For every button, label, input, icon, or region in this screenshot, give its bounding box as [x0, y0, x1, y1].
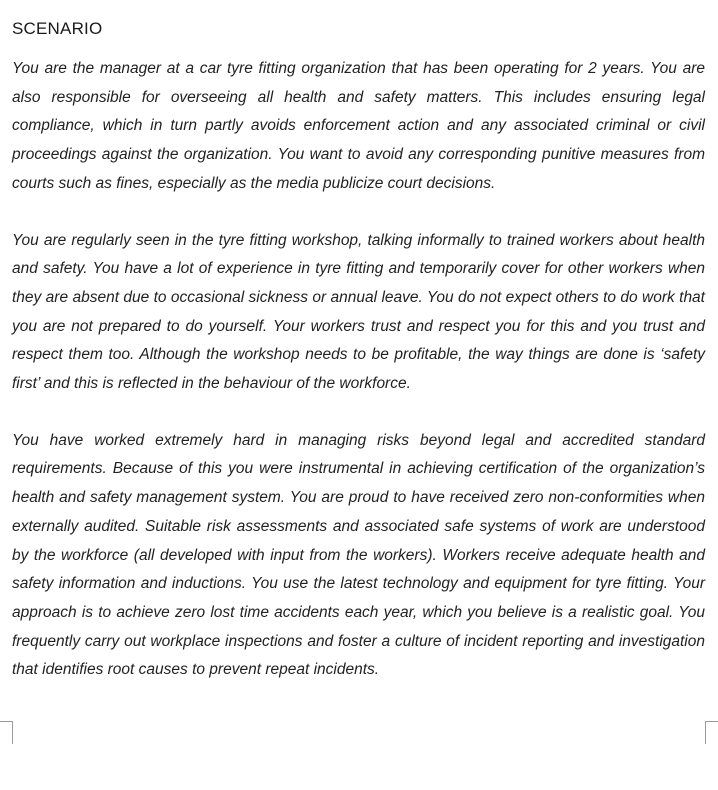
paragraph-risk-management: You have worked extremely hard in managing risks beyond legal and accredited standard requirements. Because of this you were instrumental in achieving certification of the organization’s health and safety management system. You are proud to have received zero non-conformities when externally audited. Suitable risk assessments and associated safe systems of work are understood by the workforce (all developed with input from the workers). Workers receive adequate health and safety information and inductions. You use the latest technology and equipment for tyre fitting. Your approach is to achieve zero lost time accidents each year, which you believe is a realistic goal. You frequently carry out workplace inspections and foster a culture of incident reporting and investigation that identifies root causes to prevent repeat incidents. — [12, 431, 705, 679]
paragraph-intro: You are the manager at a car tyre fitting organization that has been operating for 2 years. You are also responsible for overseeing all health and safety matters. This includes ensuring legal compliance, which in turn partly avoids enforcement action and any associated criminal or civil proceedings against the organization. You want to avoid any corresponding punitive measures from courts such as fines, especially as the media publicize court decisions. — [12, 60, 705, 192]
scenario-body — [12, 55, 705, 713]
page-corner-mark-right — [705, 721, 718, 744]
page-corner-mark-left — [0, 721, 13, 744]
page-title: SCENARIO — [12, 19, 103, 38]
paragraph-workshop: You are regularly seen in the tyre fitting workshop, talking informally to trained workers about health and safety. You have a lot of experience in tyre fitting and temporarily cover for other workers when they are absent due to occasional sickness or annual leave. You do not expect others to do work that you are not prepared to do yourself. Your workers trust and respect you for this and you trust and respect them too. Although the workshop needs to be profitable, the way things are done is ‘safety first’ and this is reflected in the behaviour of the workforce. — [12, 231, 705, 393]
